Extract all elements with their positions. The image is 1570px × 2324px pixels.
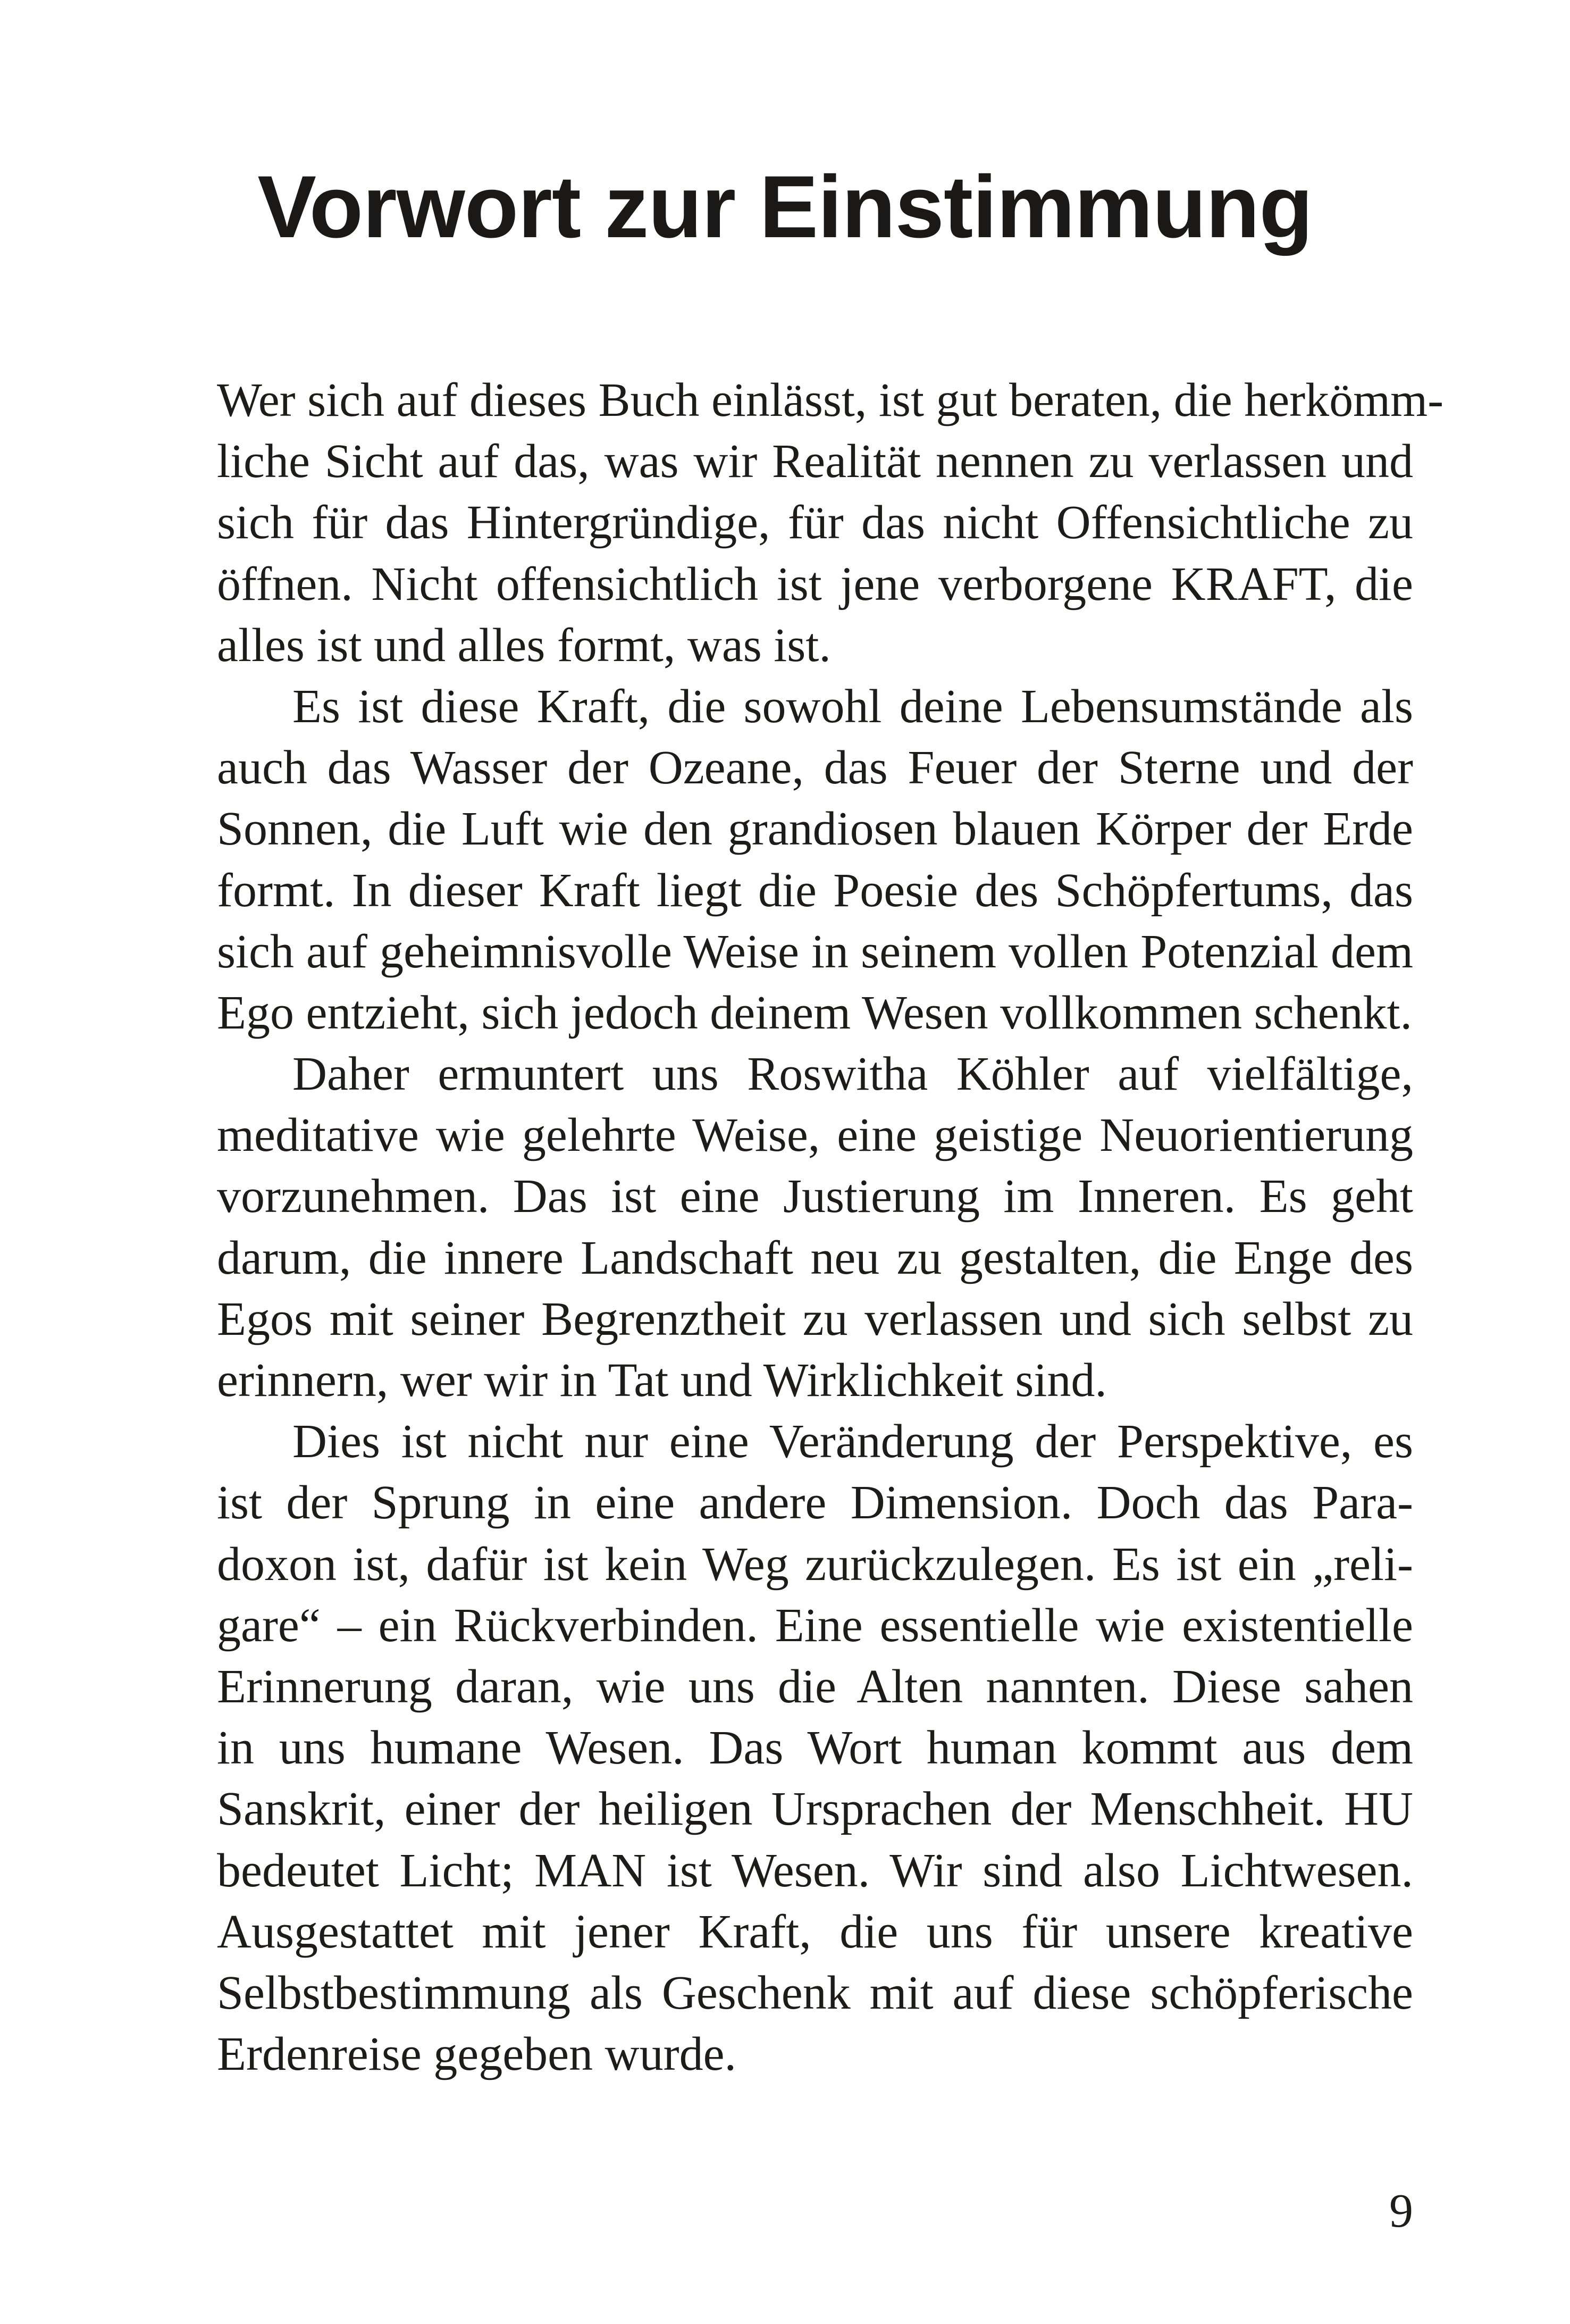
text-line: Erdenreise gegeben wurde. <box>217 2028 737 2081</box>
text-line: doxon ist, dafür ist kein Weg zurückzulegen. Es ist ein „reli- <box>217 1537 1413 1591</box>
text-line: erinnern, wer wir in Tat und Wirklichkeit sind. <box>217 1354 1107 1407</box>
text-line: Sanskrit, einer der heiligen Ursprachen der Menschheit. HU <box>217 1783 1413 1836</box>
chapter-title: Vorwort zur Einstimmung <box>257 158 1313 256</box>
text-line: ist der Sprung in eine andere Dimension. Doch das Para- <box>217 1476 1413 1529</box>
text-line: Erinnerung daran, wie uns die Alten nannten. Diese sahen <box>217 1660 1413 1713</box>
text-line: bedeutet Licht; MAN ist Wesen. Wir sind also Lichtwesen. <box>217 1844 1413 1897</box>
text-line: in uns humane Wesen. Das Wort human kommt aus dem <box>217 1721 1413 1775</box>
text-line: Egos mit seiner Begrenztheit zu verlassen und sich selbst zu <box>217 1292 1413 1345</box>
paragraph-2 <box>217 676 1413 1043</box>
text-line: alles ist und alles formt, was ist. <box>217 618 831 672</box>
text-line: sich für das Hintergründige, für das nicht Offensichtliche zu <box>217 496 1413 549</box>
text-line: Dies ist nicht nur eine Veränderung der Perspektive, es <box>292 1415 1413 1468</box>
text-line: Sonnen, die Luft wie den grandiosen blauen Körper der Erde <box>217 802 1413 856</box>
paragraph-3 <box>217 1043 1413 1411</box>
paragraph-1 <box>217 370 1444 676</box>
text-line: öffnen. Nicht offensichtlich ist jene verborgene KRAFT, die <box>217 557 1413 611</box>
text-line: liche Sicht auf das, was wir Realität nennen zu verlassen und <box>217 435 1413 488</box>
paragraph-4 <box>217 1411 1413 2085</box>
text-line: Wer sich auf dieses Buch einlässt, ist gut beraten, die herkömm- <box>217 374 1444 427</box>
page-number: 9 <box>1389 2185 1413 2237</box>
text-line: Daher ermuntert uns Roswitha Köhler auf vielfältige, <box>292 1048 1413 1101</box>
text-line: gare“ – ein Rückverbinden. Eine essentielle wie existentielle <box>217 1599 1413 1652</box>
text-line: Es ist diese Kraft, die sowohl deine Lebensumstände als <box>292 680 1413 733</box>
text-line: darum, die innere Landschaft neu zu gestalten, die Enge des <box>217 1231 1413 1284</box>
text-line: formt. In dieser Kraft liegt die Poesie des Schöpfertums, das <box>217 864 1413 917</box>
text-line: Selbstbestimmung als Geschenk mit auf diese schöpferische <box>217 1966 1413 2019</box>
text-line: vorzunehmen. Das ist eine Justierung im Inneren. Es geht <box>217 1170 1413 1223</box>
text-line: meditative wie gelehrte Weise, eine geistige Neuorientierung <box>217 1109 1413 1162</box>
text-line: Ausgestattet mit jener Kraft, die uns für unsere kreative <box>217 1905 1413 1958</box>
text-line: auch das Wasser der Ozeane, das Feuer der Sterne und der <box>217 741 1413 795</box>
text-line: sich auf geheimnisvolle Weise in seinem vollen Potenzial dem <box>217 925 1413 978</box>
text-line: Ego entzieht, sich jedoch deinem Wesen vollkommen schenkt. <box>217 986 1413 1039</box>
body-text <box>217 370 1444 2085</box>
